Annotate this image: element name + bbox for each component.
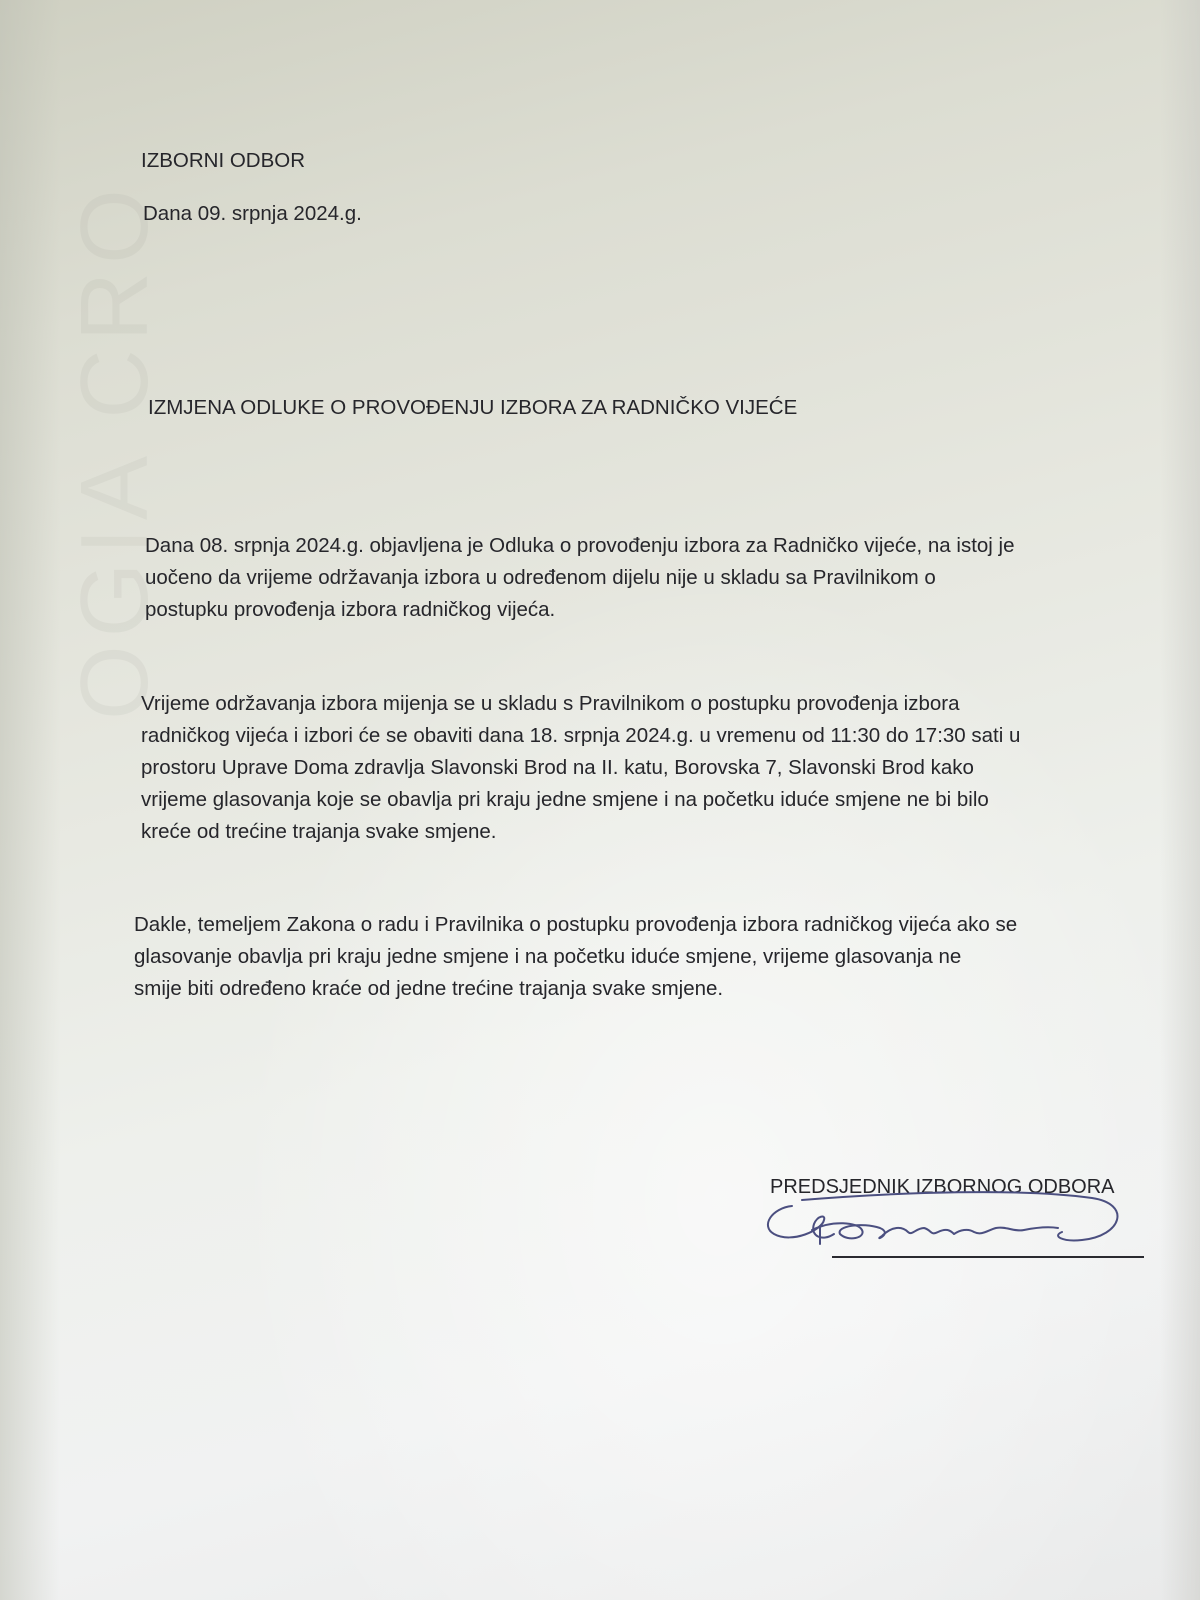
paragraph-line: vrijeme glasovanja koje se obavlja pri kraju jedne smjene i na početku iduće smjene ne bi bilo bbox=[141, 788, 989, 811]
signature-label: PREDSJEDNIK IZBORNOG ODBORA bbox=[770, 1176, 1115, 1198]
signature-block bbox=[770, 1176, 1150, 1266]
paragraph-legal-basis bbox=[134, 909, 1017, 1005]
paragraph-line: Dakle, temeljem Zakona o radu i Pravilnika o postupku provođenja izbora radničkog vijeća ako se bbox=[134, 913, 1018, 936]
paragraph-line: Vrijeme održavanja izbora mijenja se u skladu s Pravilnikom o postupku provođenja izbora bbox=[141, 692, 960, 715]
document-title: IZMJENA ODLUKE O PROVOĐENJU IZBORA ZA RADNIČKO VIJEĆE bbox=[148, 396, 798, 419]
paragraph-announcement bbox=[145, 530, 1015, 626]
watermark-text: OGIA CRO bbox=[61, 181, 168, 720]
paragraph-line: uočeno da vrijeme održavanja izbora u određenom dijelu nije u skladu sa Pravilnikom o bbox=[145, 566, 936, 589]
paragraph-line: smije biti određeno kraće od jedne trećine trajanja svake smjene. bbox=[134, 977, 724, 1000]
paragraph-line: Dana 08. srpnja 2024.g. objavljena je Odluka o provođenju izbora za Radničko vijeće, na istoj je bbox=[145, 534, 1015, 557]
paragraph-line: radničkog vijeća i izbori će se obaviti dana 18. srpnja 2024.g. u vremenu od 11:30 do 17:30 sati u bbox=[141, 724, 1021, 747]
signature-line bbox=[832, 1256, 1144, 1258]
handwritten-signature bbox=[762, 1186, 1132, 1258]
paragraph-line: kreće od trećine trajanja svake smjene. bbox=[141, 820, 497, 843]
paragraph-line: postupku provođenja izbora radničkog vijeća. bbox=[145, 598, 556, 621]
paragraph-line: prostoru Uprave Doma zdravlja Slavonski Brod na II. katu, Borovska 7, Slavonski Brod kako bbox=[141, 756, 974, 779]
paragraph-change bbox=[141, 688, 1020, 848]
committee-heading: IZBORNI ODBOR bbox=[141, 149, 306, 172]
paragraph-line: glasovanje obavlja pri kraju jedne smjene i na početku iduće smjene, vrijeme glasovanja ne bbox=[134, 945, 962, 968]
document-date: Dana 09. srpnja 2024.g. bbox=[143, 202, 362, 225]
